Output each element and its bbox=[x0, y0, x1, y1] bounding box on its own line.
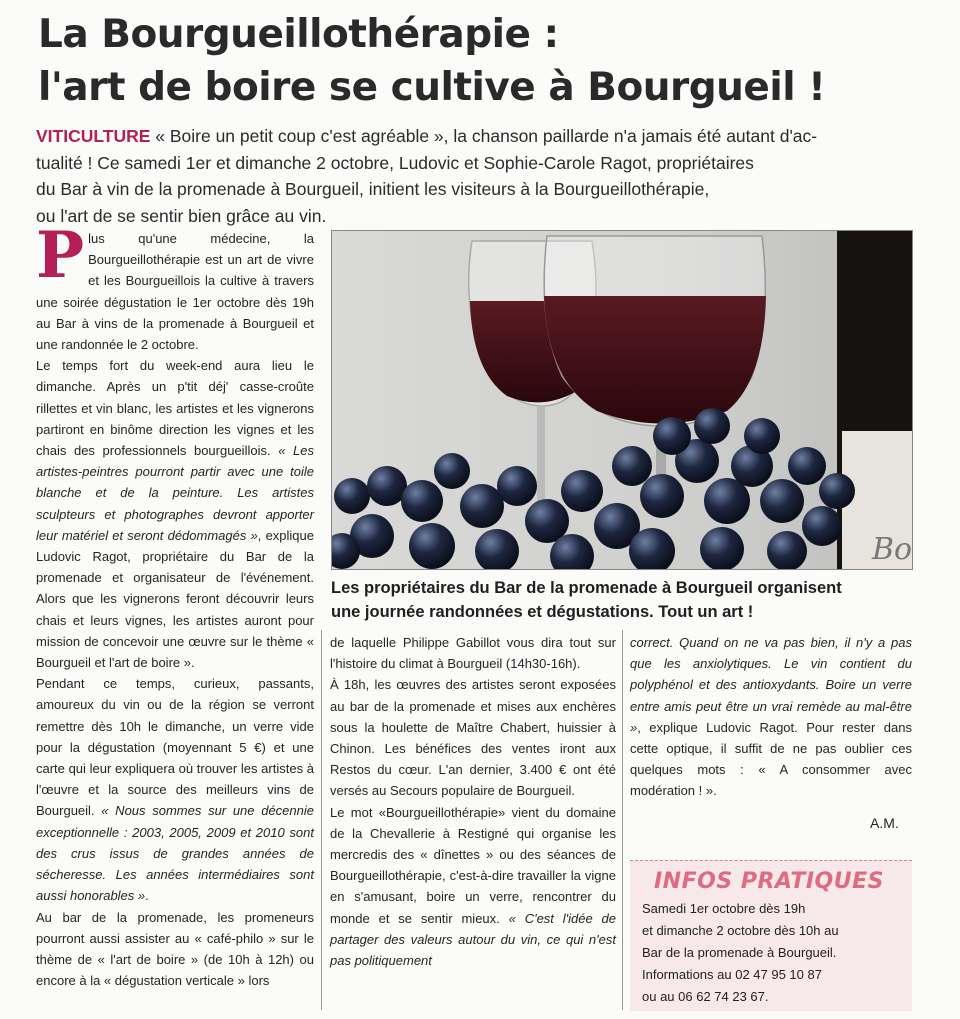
bottle-label-text: Bo bbox=[872, 532, 912, 567]
column-divider bbox=[622, 630, 623, 1010]
infobox-line-5: ou au 06 62 74 23 67. bbox=[642, 989, 769, 1004]
infos-pratiques-box bbox=[630, 860, 912, 1011]
standfirst-line-1-text: « Boire un petit coup c'est agréable », la chanson paillarde n'a jamais été autant d'ac- bbox=[150, 126, 818, 146]
infobox-title: INFOS PRATIQUES bbox=[654, 869, 884, 894]
article-photo bbox=[331, 230, 913, 570]
paragraph-8-quote: correct. Quand on ne va pas bien, il n'y a pas que les anxiolytiques. Le vin contient du polyphénol et des antioxydants. Boire un verre entre amis peut être un vrai remède au mal-être » bbox=[630, 635, 912, 735]
paragraph-7-text: Le mot «Bourgueillothérapie» vient du domaine de la Chevallerie à Restigné qui organise les mercredis des « dînettes » ou des séances de Bourgueillothérapie, c'est-à-dire travailler la vigne en s'amusant, boire un verre, rencontrer du monde et se sentir mieux. bbox=[330, 804, 616, 926]
paragraph-3-text-b: . bbox=[145, 888, 149, 904]
standfirst-line-3: du Bar à vin de la promenade à Bourgueil, initient les visiteurs à la Bourgueillothérapie, bbox=[36, 179, 710, 199]
headline-line-2: l'art de boire se cultive à Bourgueil ! bbox=[38, 65, 826, 110]
paragraph-4: Au bar de la promenade, les promeneurs pourront aussi assister au « café-philo » sur le thème de « l'art de boire » (de 10h à 12h) ou encore à la « dégustation verticale » lors bbox=[36, 909, 314, 989]
drop-cap: P bbox=[36, 218, 85, 293]
standfirst bbox=[36, 123, 916, 229]
wine-glasses-and-grapes-image bbox=[332, 231, 912, 569]
infobox-details bbox=[642, 898, 912, 1008]
paragraph-2-text-b: , explique Ludovic Ragot, propriétaire du Bar de la promenade et organisateur de l'événement. Alors que les vignerons feront découvrir leurs chais et leurs vignes, les artistes auront pour mission de concevoir une œuvre sur le thème « Bourgueil et l'art de boire ». bbox=[36, 527, 314, 671]
caption-line-1: Les propriétaires du Bar de la promenade à Bourgueil organisent bbox=[331, 579, 842, 597]
infobox-line-2: et dimanche 2 octobre dès 10h au bbox=[642, 923, 839, 938]
headline bbox=[38, 8, 938, 114]
column-divider bbox=[321, 630, 322, 1010]
caption-line-2: une journée randonnées et dégustations. Tout un art ! bbox=[331, 603, 754, 621]
paragraph-3-quote: « Nous sommes sur une décennie exceptionnelle : 2003, 2005, 2009 et 2010 sont des crus issus de grandes années de sécheresse. Les années intermédiaires sont aussi honorables » bbox=[36, 803, 314, 904]
paragraph-1-text: lus qu'une médecine, la Bourgueillothérapie est un art de vivre et les Bourgueillois la cultive à travers une soirée dégustation le 1er octobre dès 19h au Bar à vins de la promenade à Bourgueil et une randonnée le 2 octobre. bbox=[36, 231, 314, 353]
paragraph-6: À 18h, les œuvres des artistes seront exposées au bar de la promenade et mises aux enchères sous la houlette de Maître Chabert, huissier à Chinon. Les bénéfices des ventes iront aux Restos du cœur. L'an dernier, 3.400 € ont été versés au Secours populaire de Bourgueil. bbox=[330, 677, 616, 799]
paragraph-7-quote: « C'est l'idée de partager des valeurs autour du vin, ce qui n'est pas politiquement bbox=[330, 910, 617, 969]
infobox-line-4: Informations au 02 47 95 10 87 bbox=[642, 967, 822, 982]
paragraph-2 bbox=[36, 355, 314, 673]
standfirst-line-1 bbox=[36, 123, 916, 150]
standfirst-line-4: ou l'art de se sentir bien grâce au vin. bbox=[36, 205, 327, 226]
paragraph-8 bbox=[630, 632, 912, 802]
author-signature: A.M. bbox=[870, 815, 899, 831]
article-column-3 bbox=[630, 632, 912, 802]
infobox-line-3: Bar de la promenade à Bourgueil. bbox=[642, 945, 837, 960]
paragraph-1 bbox=[36, 218, 314, 355]
paragraph-7 bbox=[330, 802, 616, 972]
paragraph-3 bbox=[36, 673, 314, 906]
paragraph-3-text-a: Pendant ce temps, curieux, passants, amoureux du vin ou de la région se verront remettre dès 10h le dimanche, un verre vide pour la dégustation (moyennant 5 €) et une carte qui leur expliquera où trouver les artistes à l'œuvre et la source des meilleurs vins de Bourgueil. bbox=[36, 676, 314, 819]
paragraph-2-text-a: Le temps fort du week-end aura lieu le dimanche. Après un p'tit déj' casse-croûte rillettes et vin blanc, les artistes et les vignerons partiront en binôme direction les vignes et les chais des professionnels bourgueillois. bbox=[36, 358, 314, 459]
section-kicker: VITICULTURE bbox=[36, 126, 151, 146]
paragraph-5: de laquelle Philippe Gabillot vous dira tout sur l'histoire du climat à Bourgueil (14h30-16h). bbox=[330, 635, 616, 672]
paragraph-2-quote: « Les artistes-peintres pourront partir avec une toile blanche et de la peinture. Les artistes sculpteurs et photographes devront apporter leur matériel et seront dédommagés » bbox=[36, 443, 314, 543]
article-column-2 bbox=[330, 632, 616, 971]
paragraph-8-text: , explique Ludovic Ragot. Pour rester dans cette optique, il suffit de ne pas oublier ces quelques mots : « A consommer avec modération ! ». bbox=[630, 719, 912, 799]
headline-line-1: La Bourgueillothérapie : bbox=[38, 12, 559, 57]
standfirst-line-2: tualité ! Ce samedi 1er et dimanche 2 octobre, Ludovic et Sophie-Carole Ragot, propriétaires bbox=[36, 152, 754, 173]
photo-caption bbox=[331, 576, 931, 624]
article-column-1 bbox=[36, 218, 314, 991]
infobox-line-1: Samedi 1er octobre dès 19h bbox=[642, 901, 806, 916]
